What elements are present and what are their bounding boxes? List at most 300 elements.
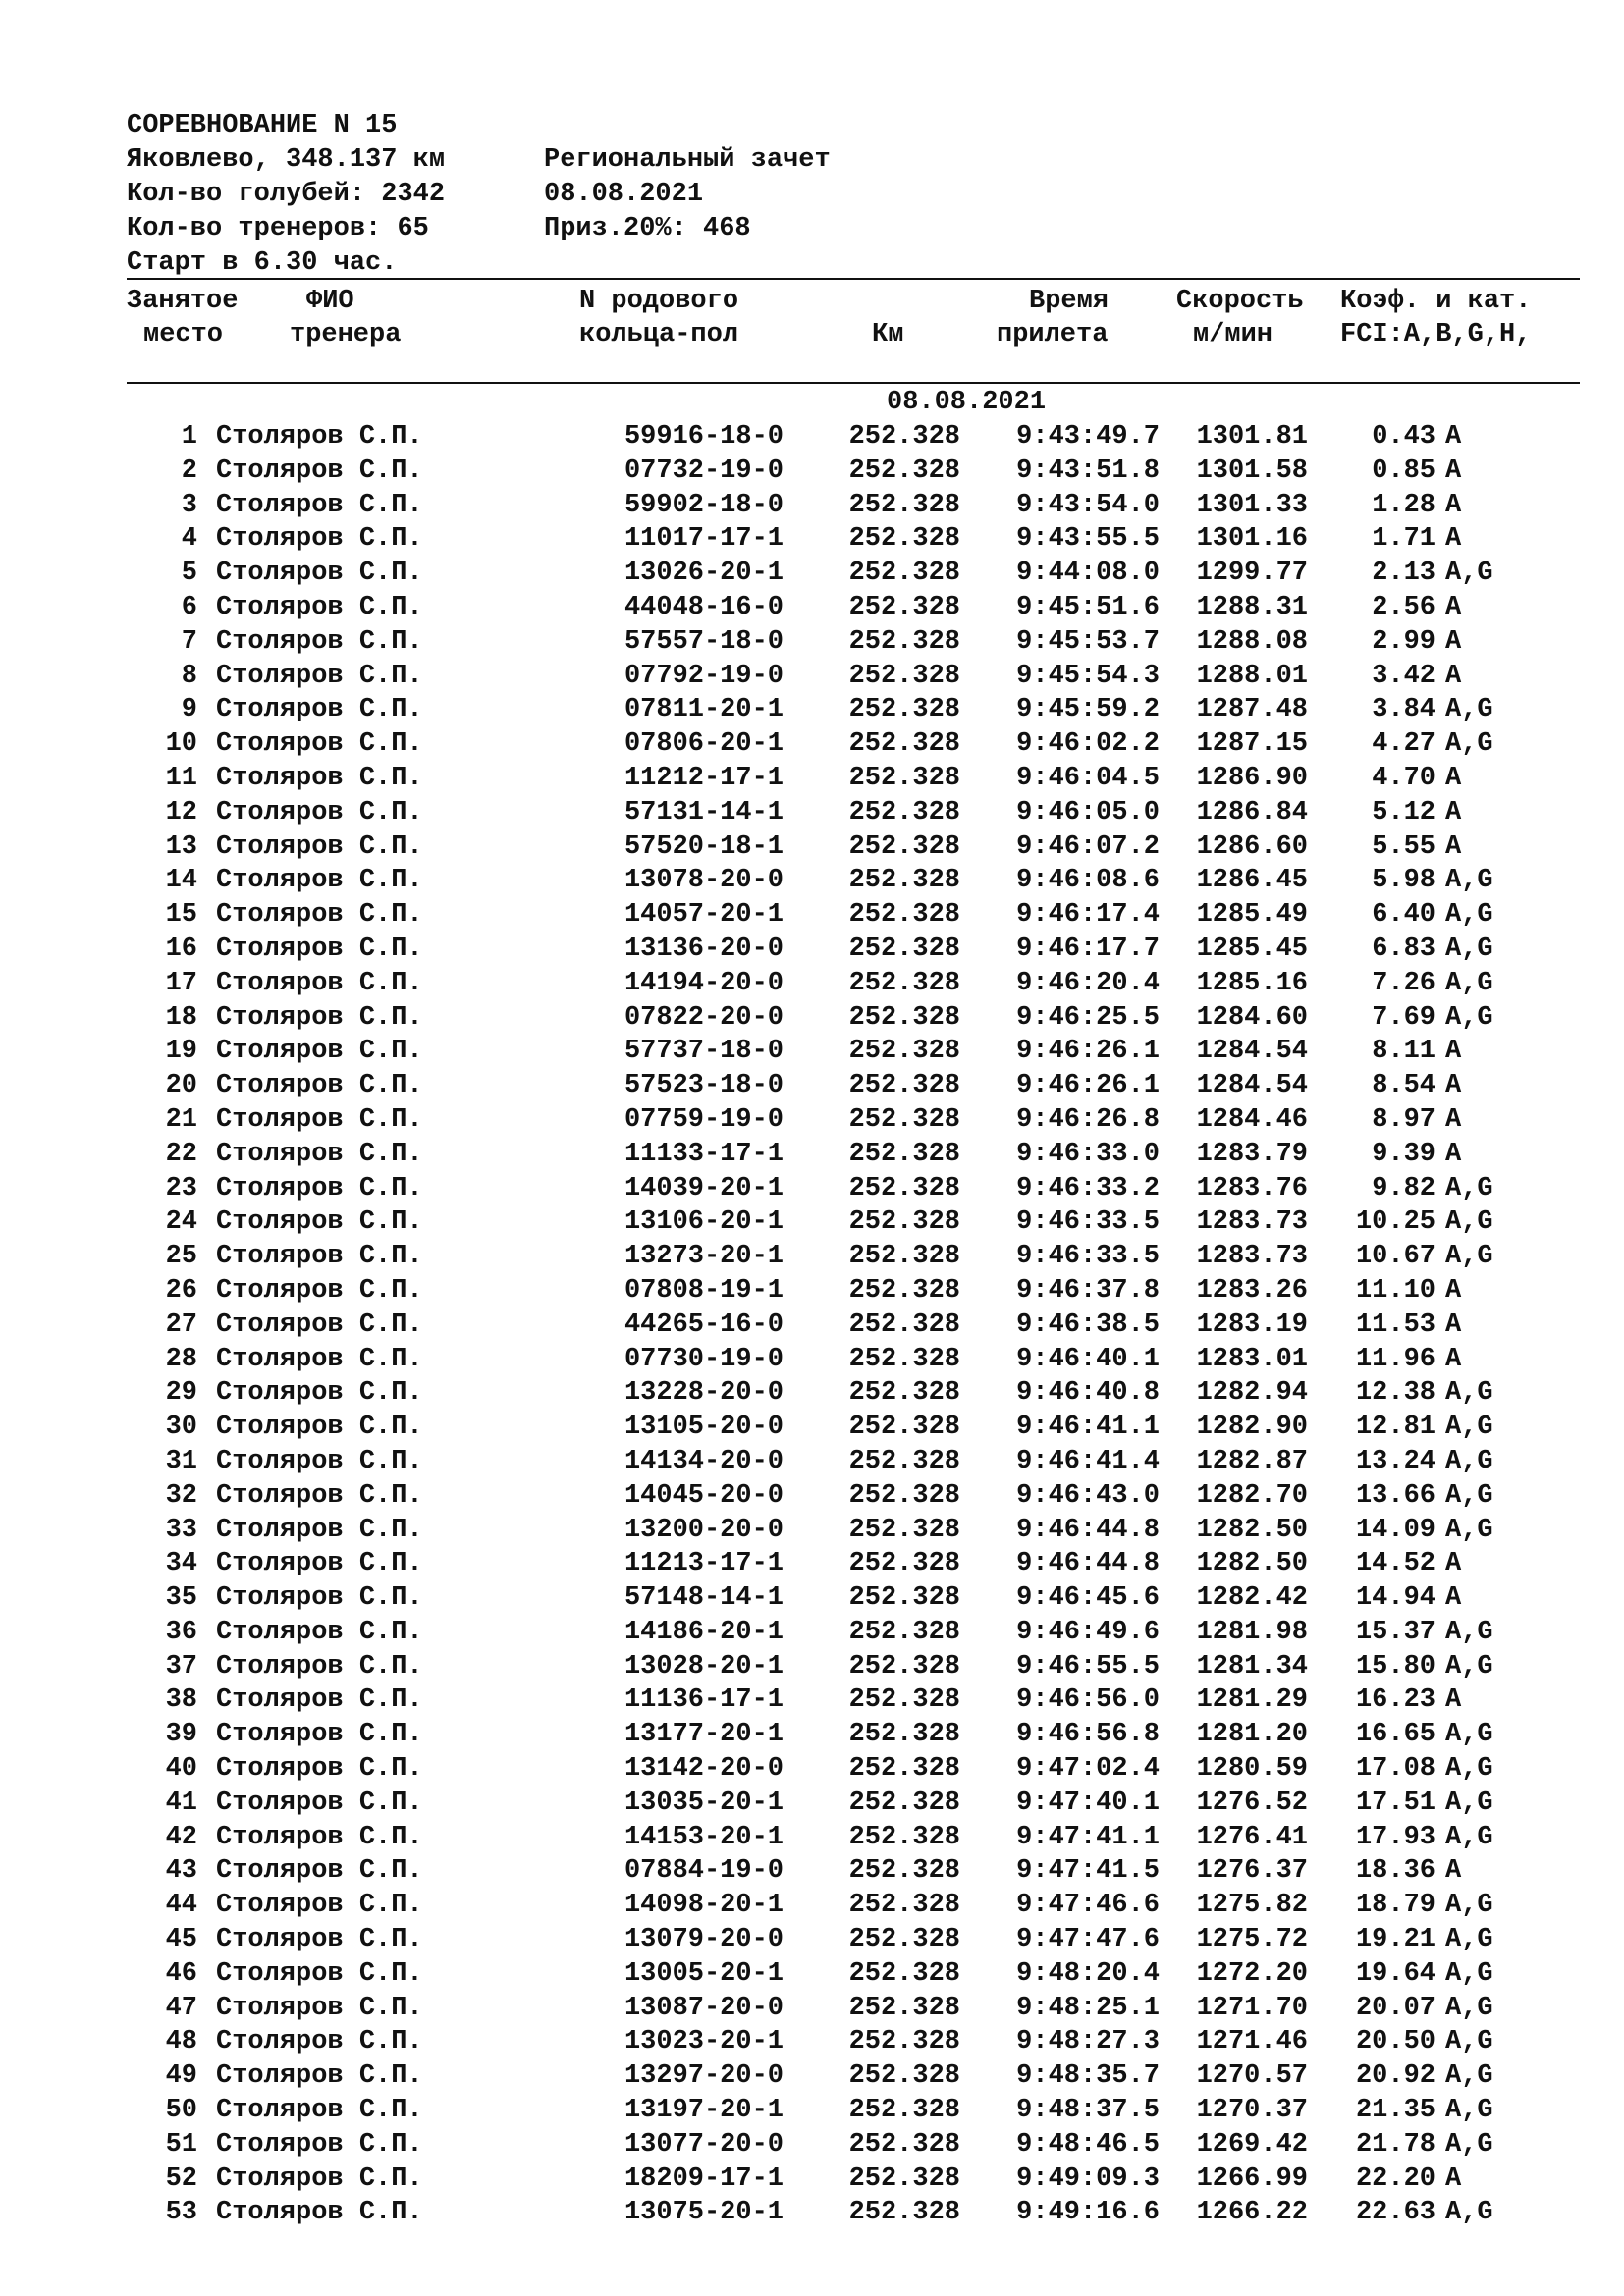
place-cell: 43 xyxy=(165,1856,197,1887)
coefficient-cell: 0.85 xyxy=(1372,455,1435,486)
category-cell: A,G xyxy=(1445,900,1493,931)
pigeon-count: Кол-во голубей: 2342 xyxy=(127,180,446,209)
distance-cell: 252.328 xyxy=(848,1993,960,2023)
table-row xyxy=(0,1923,1624,1957)
coefficient-cell: 22.20 xyxy=(1355,2163,1435,2194)
trainer-name-cell: Столяров С.П. xyxy=(216,1515,423,1545)
ring-number-cell: 57557-18-0 xyxy=(623,626,784,657)
trainer-name-cell: Столяров С.П. xyxy=(216,1685,423,1716)
ring-number-cell: 57737-18-0 xyxy=(623,1037,784,1067)
table-row xyxy=(0,1821,1624,1855)
distance-cell: 252.328 xyxy=(848,968,960,998)
distance-cell: 252.328 xyxy=(848,1275,960,1306)
arrival-time-cell: 9:46:17.4 xyxy=(1016,900,1160,931)
coefficient-cell: 9.39 xyxy=(1372,1139,1435,1169)
coefficient-cell: 2.99 xyxy=(1372,626,1435,657)
col-km: Км xyxy=(872,320,904,349)
speed-cell: 1285.45 xyxy=(1196,934,1308,964)
place-cell: 48 xyxy=(165,2027,197,2057)
place-cell: 34 xyxy=(165,1549,197,1579)
ring-number-cell: 13079-20-0 xyxy=(623,1925,784,1955)
distance-cell: 252.328 xyxy=(848,1685,960,1716)
coefficient-cell: 12.38 xyxy=(1355,1378,1435,1409)
trainer-name-cell: Столяров С.П. xyxy=(216,592,423,622)
speed-cell: 1282.50 xyxy=(1196,1549,1308,1579)
speed-cell: 1288.31 xyxy=(1196,592,1308,622)
ring-number-cell: 14186-20-1 xyxy=(623,1617,784,1647)
place-cell: 51 xyxy=(165,2129,197,2160)
ring-number-cell: 13105-20-0 xyxy=(623,1413,784,1443)
table-row xyxy=(0,1103,1624,1138)
place-cell: 53 xyxy=(165,2198,197,2228)
coefficient-cell: 8.54 xyxy=(1372,1071,1435,1101)
arrival-time-cell: 9:45:53.7 xyxy=(1016,626,1160,657)
ring-number-cell: 13087-20-0 xyxy=(623,1993,784,2023)
race-date: 08.08.2021 xyxy=(544,180,704,209)
ring-number-cell: 14039-20-1 xyxy=(623,1173,784,1203)
coefficient-cell: 20.92 xyxy=(1355,2061,1435,2092)
distance-cell: 252.328 xyxy=(848,2198,960,2228)
trainer-name-cell: Столяров С.П. xyxy=(216,559,423,589)
trainer-name-cell: Столяров С.П. xyxy=(216,797,423,828)
coefficient-cell: 8.97 xyxy=(1372,1104,1435,1135)
trainer-count: Кол-во тренеров: 65 xyxy=(127,214,429,243)
distance-cell: 252.328 xyxy=(848,797,960,828)
category-cell: A xyxy=(1445,490,1462,520)
coefficient-cell: 0.43 xyxy=(1372,422,1435,452)
trainer-name-cell: Столяров С.П. xyxy=(216,1139,423,1169)
trainer-name-cell: Столяров С.П. xyxy=(216,1275,423,1306)
col-coef-line2: FCI:A,B,G,H, xyxy=(1340,320,1532,349)
arrival-time-cell: 9:43:55.5 xyxy=(1016,524,1160,555)
table-row xyxy=(0,1787,1624,1821)
distance-cell: 252.328 xyxy=(848,661,960,691)
place-cell: 35 xyxy=(165,1583,197,1614)
col-time-line2: прилета xyxy=(997,320,1109,349)
ring-number-cell: 13075-20-1 xyxy=(623,2198,784,2228)
distance-cell: 252.328 xyxy=(848,1549,960,1579)
category-cell: A,G xyxy=(1445,1720,1493,1750)
speed-cell: 1286.90 xyxy=(1196,763,1308,793)
arrival-time-cell: 9:45:51.6 xyxy=(1016,592,1160,622)
coefficient-cell: 16.65 xyxy=(1355,1720,1435,1750)
ring-number-cell: 07808-19-1 xyxy=(623,1275,784,1306)
distance-cell: 252.328 xyxy=(848,626,960,657)
speed-cell: 1283.01 xyxy=(1196,1344,1308,1374)
trainer-name-cell: Столяров С.П. xyxy=(216,2027,423,2057)
speed-cell: 1287.15 xyxy=(1196,729,1308,760)
distance-cell: 252.328 xyxy=(848,1788,960,1818)
category-cell: A,G xyxy=(1445,1207,1493,1238)
distance-cell: 252.328 xyxy=(848,866,960,896)
trainer-name-cell: Столяров С.П. xyxy=(216,1925,423,1955)
category-cell: A,G xyxy=(1445,1413,1493,1443)
distance-cell: 252.328 xyxy=(848,455,960,486)
ring-number-cell: 13035-20-1 xyxy=(623,1788,784,1818)
distance-cell: 252.328 xyxy=(848,1309,960,1340)
col-place-line1: Занятое xyxy=(127,287,239,316)
table-row xyxy=(0,2163,1624,2197)
speed-cell: 1283.73 xyxy=(1196,1207,1308,1238)
place-cell: 33 xyxy=(165,1515,197,1545)
table-row xyxy=(0,625,1624,660)
coefficient-cell: 1.28 xyxy=(1372,490,1435,520)
category-cell: A xyxy=(1445,797,1462,828)
trainer-name-cell: Столяров С.П. xyxy=(216,1822,423,1852)
coefficient-cell: 20.07 xyxy=(1355,1993,1435,2023)
arrival-time-cell: 9:46:04.5 xyxy=(1016,763,1160,793)
distance-cell: 252.328 xyxy=(848,1002,960,1033)
trainer-name-cell: Столяров С.П. xyxy=(216,1104,423,1135)
coefficient-cell: 17.51 xyxy=(1355,1788,1435,1818)
table-row xyxy=(0,796,1624,830)
coefficient-cell: 9.82 xyxy=(1372,1173,1435,1203)
trainer-name-cell: Столяров С.П. xyxy=(216,1413,423,1443)
coefficient-cell: 4.27 xyxy=(1372,729,1435,760)
category-cell: A xyxy=(1445,1071,1462,1101)
category-cell: A,G xyxy=(1445,968,1493,998)
ring-number-cell: 13023-20-1 xyxy=(623,2027,784,2057)
coefficient-cell: 11.53 xyxy=(1355,1309,1435,1340)
coefficient-cell: 14.52 xyxy=(1355,1549,1435,1579)
distance-cell: 252.328 xyxy=(848,729,960,760)
place-cell: 27 xyxy=(165,1309,197,1340)
place-cell: 22 xyxy=(165,1139,197,1169)
arrival-time-cell: 9:46:02.2 xyxy=(1016,729,1160,760)
trainer-name-cell: Столяров С.П. xyxy=(216,729,423,760)
distance-cell: 252.328 xyxy=(848,900,960,931)
distance-cell: 252.328 xyxy=(848,1583,960,1614)
category-cell: A,G xyxy=(1445,559,1493,589)
place-cell: 42 xyxy=(165,1822,197,1852)
place-cell: 13 xyxy=(165,831,197,862)
arrival-time-cell: 9:46:40.8 xyxy=(1016,1378,1160,1409)
speed-cell: 1276.37 xyxy=(1196,1856,1308,1887)
speed-cell: 1271.70 xyxy=(1196,1993,1308,2023)
trainer-name-cell: Столяров С.П. xyxy=(216,1207,423,1238)
distance-cell: 252.328 xyxy=(848,1958,960,1989)
speed-cell: 1284.54 xyxy=(1196,1071,1308,1101)
speed-cell: 1301.33 xyxy=(1196,490,1308,520)
trainer-name-cell: Столяров С.П. xyxy=(216,661,423,691)
ring-number-cell: 14153-20-1 xyxy=(623,1822,784,1852)
category-cell: A,G xyxy=(1445,1002,1493,1033)
ring-number-cell: 11017-17-1 xyxy=(623,524,784,555)
place-cell: 23 xyxy=(165,1173,197,1203)
category-cell: A xyxy=(1445,1344,1462,1374)
table-row xyxy=(0,1683,1624,1718)
coefficient-cell: 7.26 xyxy=(1372,968,1435,998)
category-cell: A,G xyxy=(1445,1446,1493,1476)
table-row xyxy=(0,1889,1624,1923)
distance-cell: 252.328 xyxy=(848,1139,960,1169)
table-row xyxy=(0,1035,1624,1069)
speed-cell: 1284.54 xyxy=(1196,1037,1308,1067)
distance-cell: 252.328 xyxy=(848,2129,960,2160)
place-cell: 10 xyxy=(165,729,197,760)
distance-cell: 252.328 xyxy=(848,1754,960,1785)
ring-number-cell: 57148-14-1 xyxy=(623,1583,784,1614)
speed-cell: 1281.98 xyxy=(1196,1617,1308,1647)
category-cell: A,G xyxy=(1445,1480,1493,1511)
trainer-name-cell: Столяров С.П. xyxy=(216,626,423,657)
place-cell: 17 xyxy=(165,968,197,998)
arrival-time-cell: 9:47:46.6 xyxy=(1016,1891,1160,1921)
trainer-name-cell: Столяров С.П. xyxy=(216,1754,423,1785)
table-row xyxy=(0,830,1624,865)
trainer-name-cell: Столяров С.П. xyxy=(216,1549,423,1579)
ring-number-cell: 13228-20-0 xyxy=(623,1378,784,1409)
arrival-time-cell: 9:46:17.7 xyxy=(1016,934,1160,964)
place-cell: 31 xyxy=(165,1446,197,1476)
distance-cell: 252.328 xyxy=(848,1480,960,1511)
arrival-time-cell: 9:48:37.5 xyxy=(1016,2096,1160,2126)
table-row xyxy=(0,1411,1624,1445)
trainer-name-cell: Столяров С.П. xyxy=(216,422,423,452)
ring-number-cell: 13005-20-1 xyxy=(623,1958,784,1989)
speed-cell: 1285.16 xyxy=(1196,968,1308,998)
speed-cell: 1288.08 xyxy=(1196,626,1308,657)
coefficient-cell: 16.23 xyxy=(1355,1685,1435,1716)
category-cell: A xyxy=(1445,1856,1462,1887)
coefficient-cell: 20.50 xyxy=(1355,2027,1435,2057)
table-row xyxy=(0,522,1624,557)
table-row xyxy=(0,1172,1624,1206)
arrival-time-cell: 9:43:54.0 xyxy=(1016,490,1160,520)
place-cell: 37 xyxy=(165,1651,197,1682)
distance-cell: 252.328 xyxy=(848,559,960,589)
arrival-time-cell: 9:46:07.2 xyxy=(1016,831,1160,862)
col-place-line2: место xyxy=(143,320,224,349)
speed-cell: 1283.76 xyxy=(1196,1173,1308,1203)
ring-number-cell: 13297-20-0 xyxy=(623,2061,784,2092)
place-cell: 32 xyxy=(165,1480,197,1511)
arrival-time-cell: 9:45:59.2 xyxy=(1016,695,1160,725)
coefficient-cell: 17.93 xyxy=(1355,1822,1435,1852)
ring-number-cell: 14194-20-0 xyxy=(623,968,784,998)
coefficient-cell: 10.25 xyxy=(1355,1207,1435,1238)
ring-number-cell: 44265-16-0 xyxy=(623,1309,784,1340)
place-cell: 45 xyxy=(165,1925,197,1955)
table-row xyxy=(0,2025,1624,2059)
place-cell: 14 xyxy=(165,866,197,896)
speed-cell: 1286.60 xyxy=(1196,831,1308,862)
table-row xyxy=(0,1547,1624,1581)
table-row xyxy=(0,1274,1624,1308)
trainer-name-cell: Столяров С.П. xyxy=(216,1002,423,1033)
category-cell: A,G xyxy=(1445,1515,1493,1545)
distance-cell: 252.328 xyxy=(848,1037,960,1067)
place-cell: 50 xyxy=(165,2096,197,2126)
arrival-time-cell: 9:46:41.4 xyxy=(1016,1446,1160,1476)
table-row xyxy=(0,898,1624,933)
trainer-name-cell: Столяров С.П. xyxy=(216,524,423,555)
place-cell: 1 xyxy=(181,422,197,452)
results-table-body xyxy=(0,420,1624,2230)
place-cell: 40 xyxy=(165,1754,197,1785)
coefficient-cell: 2.56 xyxy=(1372,592,1435,622)
table-row xyxy=(0,1854,1624,1889)
speed-cell: 1285.49 xyxy=(1196,900,1308,931)
category-cell: A,G xyxy=(1445,934,1493,964)
trainer-name-cell: Столяров С.П. xyxy=(216,2198,423,2228)
place-cell: 3 xyxy=(181,490,197,520)
ring-number-cell: 59902-18-0 xyxy=(623,490,784,520)
speed-cell: 1301.16 xyxy=(1196,524,1308,555)
arrival-time-cell: 9:48:25.1 xyxy=(1016,1993,1160,2023)
coefficient-cell: 10.67 xyxy=(1355,1242,1435,1272)
start-time: Старт в 6.30 час. xyxy=(127,248,398,278)
speed-cell: 1281.34 xyxy=(1196,1651,1308,1682)
arrival-time-cell: 9:46:55.5 xyxy=(1016,1651,1160,1682)
distance-cell: 252.328 xyxy=(848,2027,960,2057)
arrival-time-cell: 9:46:56.0 xyxy=(1016,1685,1160,1716)
arrival-time-cell: 9:43:51.8 xyxy=(1016,455,1160,486)
distance-cell: 252.328 xyxy=(848,1378,960,1409)
category-cell: A,G xyxy=(1445,1173,1493,1203)
distance-cell: 252.328 xyxy=(848,1651,960,1682)
ring-number-cell: 14045-20-0 xyxy=(623,1480,784,1511)
table-header-rule xyxy=(127,382,1580,384)
coefficient-cell: 11.96 xyxy=(1355,1344,1435,1374)
place-cell: 41 xyxy=(165,1788,197,1818)
ring-number-cell: 13077-20-0 xyxy=(623,2129,784,2160)
place-cell: 46 xyxy=(165,1958,197,1989)
trainer-name-cell: Столяров С.П. xyxy=(216,2061,423,2092)
speed-cell: 1271.46 xyxy=(1196,2027,1308,2057)
distance-cell: 252.328 xyxy=(848,763,960,793)
release-point: Яковлево, 348.137 км xyxy=(127,145,446,175)
speed-cell: 1283.79 xyxy=(1196,1139,1308,1169)
ring-number-cell: 18209-17-1 xyxy=(623,2163,784,2194)
category-cell: A xyxy=(1445,763,1462,793)
ring-number-cell: 11213-17-1 xyxy=(623,1549,784,1579)
distance-cell: 252.328 xyxy=(848,2061,960,2092)
arrival-time-cell: 9:46:05.0 xyxy=(1016,797,1160,828)
place-cell: 7 xyxy=(181,626,197,657)
place-cell: 15 xyxy=(165,900,197,931)
coefficient-cell: 5.55 xyxy=(1372,831,1435,862)
table-row xyxy=(0,2094,1624,2128)
distance-cell: 252.328 xyxy=(848,1617,960,1647)
arrival-time-cell: 9:46:33.2 xyxy=(1016,1173,1160,1203)
ring-number-cell: 13142-20-0 xyxy=(623,1754,784,1785)
distance-cell: 252.328 xyxy=(848,2163,960,2194)
coefficient-cell: 8.11 xyxy=(1372,1037,1435,1067)
speed-cell: 1288.01 xyxy=(1196,661,1308,691)
col-time-line1: Время xyxy=(1029,287,1110,316)
place-cell: 19 xyxy=(165,1037,197,1067)
ring-number-cell: 07811-20-1 xyxy=(623,695,784,725)
col-name-line2: тренера xyxy=(290,320,402,349)
place-cell: 4 xyxy=(181,524,197,555)
ring-number-cell: 14134-20-0 xyxy=(623,1446,784,1476)
speed-cell: 1283.19 xyxy=(1196,1309,1308,1340)
place-cell: 28 xyxy=(165,1344,197,1374)
ring-number-cell: 11133-17-1 xyxy=(623,1139,784,1169)
place-cell: 5 xyxy=(181,559,197,589)
arrival-time-cell: 9:46:44.8 xyxy=(1016,1515,1160,1545)
distance-cell: 252.328 xyxy=(848,1207,960,1238)
coefficient-cell: 15.37 xyxy=(1355,1617,1435,1647)
distance-cell: 252.328 xyxy=(848,1446,960,1476)
arrival-time-cell: 9:46:25.5 xyxy=(1016,1002,1160,1033)
arrival-time-cell: 9:46:56.8 xyxy=(1016,1720,1160,1750)
place-cell: 25 xyxy=(165,1242,197,1272)
category-cell: A xyxy=(1445,626,1462,657)
ring-number-cell: 13200-20-0 xyxy=(623,1515,784,1545)
distance-cell: 252.328 xyxy=(848,1856,960,1887)
table-row xyxy=(0,727,1624,762)
trainer-name-cell: Столяров С.П. xyxy=(216,1891,423,1921)
table-row xyxy=(0,1205,1624,1240)
standing-type: Региональный зачет xyxy=(544,145,831,175)
table-row xyxy=(0,557,1624,591)
distance-cell: 252.328 xyxy=(848,1891,960,1921)
competition-number: СОРЕВНОВАНИЕ N 15 xyxy=(127,111,398,140)
coefficient-cell: 22.63 xyxy=(1355,2198,1435,2228)
category-cell: A,G xyxy=(1445,2096,1493,2126)
category-cell: A,G xyxy=(1445,866,1493,896)
trainer-name-cell: Столяров С.П. xyxy=(216,1617,423,1647)
coefficient-cell: 17.08 xyxy=(1355,1754,1435,1785)
trainer-name-cell: Столяров С.П. xyxy=(216,1344,423,1374)
category-cell: A,G xyxy=(1445,1925,1493,1955)
place-cell: 49 xyxy=(165,2061,197,2092)
ring-number-cell: 07792-19-0 xyxy=(623,661,784,691)
trainer-name-cell: Столяров С.П. xyxy=(216,1378,423,1409)
table-row xyxy=(0,420,1624,454)
trainer-name-cell: Столяров С.П. xyxy=(216,1958,423,1989)
table-row xyxy=(0,660,1624,694)
col-speed-line2: м/мин xyxy=(1193,320,1273,349)
category-cell: A xyxy=(1445,661,1462,691)
arrival-time-cell: 9:46:45.6 xyxy=(1016,1583,1160,1614)
trainer-name-cell: Столяров С.П. xyxy=(216,1173,423,1203)
ring-number-cell: 07822-20-0 xyxy=(623,1002,784,1033)
col-coef-line1: Коэф. и кат. xyxy=(1340,287,1532,316)
place-cell: 26 xyxy=(165,1275,197,1306)
arrival-time-cell: 9:46:49.6 xyxy=(1016,1617,1160,1647)
coefficient-cell: 4.70 xyxy=(1372,763,1435,793)
category-cell: A xyxy=(1445,831,1462,862)
speed-cell: 1280.59 xyxy=(1196,1754,1308,1785)
category-cell: A xyxy=(1445,1275,1462,1306)
table-row xyxy=(0,2128,1624,2163)
coefficient-cell: 11.10 xyxy=(1355,1275,1435,1306)
distance-cell: 252.328 xyxy=(848,831,960,862)
arrival-time-cell: 9:43:49.7 xyxy=(1016,422,1160,452)
speed-cell: 1269.42 xyxy=(1196,2129,1308,2160)
ring-number-cell: 07884-19-0 xyxy=(623,1856,784,1887)
table-row xyxy=(0,1957,1624,1992)
category-cell: A,G xyxy=(1445,2061,1493,2092)
table-row xyxy=(0,2059,1624,2094)
place-cell: 36 xyxy=(165,1617,197,1647)
coefficient-cell: 3.84 xyxy=(1372,695,1435,725)
coefficient-cell: 13.24 xyxy=(1355,1446,1435,1476)
trainer-name-cell: Столяров С.П. xyxy=(216,2129,423,2160)
table-row xyxy=(0,1992,1624,2026)
arrival-time-cell: 9:49:09.3 xyxy=(1016,2163,1160,2194)
trainer-name-cell: Столяров С.П. xyxy=(216,1037,423,1067)
arrival-time-cell: 9:48:27.3 xyxy=(1016,2027,1160,2057)
arrival-time-cell: 9:46:08.6 xyxy=(1016,866,1160,896)
category-cell: A,G xyxy=(1445,2027,1493,2057)
speed-cell: 1266.99 xyxy=(1196,2163,1308,2194)
coefficient-cell: 14.09 xyxy=(1355,1515,1435,1545)
section-date: 08.08.2021 xyxy=(887,388,1047,417)
